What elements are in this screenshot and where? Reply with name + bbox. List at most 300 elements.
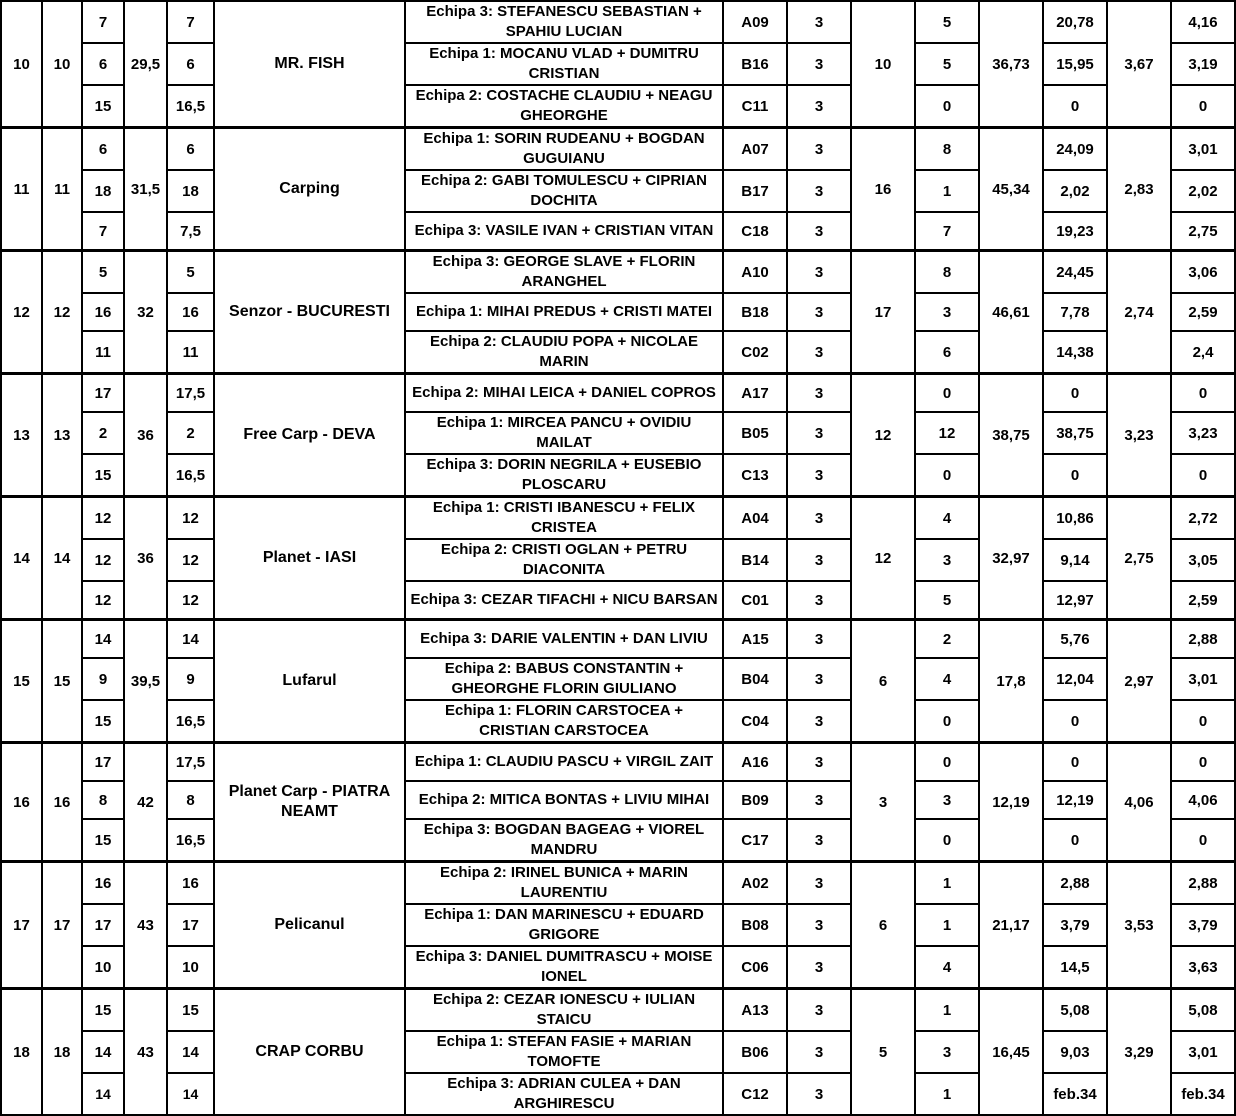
team-members: Echipa 1: MIHAI PREDUS + CRISTI MATEI: [405, 293, 723, 331]
team-fish-count: 12: [915, 412, 979, 454]
club-total-weight: 21,17: [979, 862, 1043, 989]
rounds: 3: [787, 43, 851, 85]
rounds: 3: [787, 862, 851, 905]
team-average-weight: 3,19: [1171, 43, 1235, 85]
club-name: Senzor - BUCURESTI: [214, 251, 405, 374]
final-place: 13: [1, 374, 42, 497]
table-row: [1, 85, 1235, 128]
team-points: 10: [167, 946, 214, 989]
team-weight: 0: [1043, 700, 1107, 743]
team-points: 16,5: [167, 819, 214, 862]
team-fish-count: 8: [915, 128, 979, 171]
club-average-weight: 3,29: [1107, 989, 1171, 1116]
rounds: 3: [787, 412, 851, 454]
team-points: 15: [167, 989, 214, 1032]
team-members: Echipa 2: CLAUDIU POPA + NICOLAE MARIN: [405, 331, 723, 374]
team-average-weight: 2,72: [1171, 497, 1235, 540]
club-average-weight: 3,67: [1107, 1, 1171, 128]
team-points: 16: [167, 293, 214, 331]
club-total-fish: 17: [851, 251, 915, 374]
team-weight: 24,09: [1043, 128, 1107, 171]
team-average-weight: 2,4: [1171, 331, 1235, 374]
club-name: Free Carp - DEVA: [214, 374, 405, 497]
team-members: Echipa 1: CRISTI IBANESCU + FELIX CRISTEA: [405, 497, 723, 540]
club-total-fish: 12: [851, 374, 915, 497]
table-row: [1, 700, 1235, 743]
table-row: [1, 946, 1235, 989]
team-fish-count: 5: [915, 1, 979, 43]
sector: C11: [723, 85, 787, 128]
club-total-weight: 36,73: [979, 1, 1043, 128]
rounds: 3: [787, 170, 851, 212]
final-place: 11: [1, 128, 42, 251]
team-points: 14: [167, 1031, 214, 1073]
team-fish-count: 4: [915, 658, 979, 700]
team-points: 6: [167, 128, 214, 171]
team-members: Echipa 2: MIHAI LEICA + DANIEL COPROS: [405, 374, 723, 413]
team-average-weight: 2,75: [1171, 212, 1235, 251]
team-weight: 14,5: [1043, 946, 1107, 989]
team-members: Echipa 1: DAN MARINESCU + EDUARD GRIGORE: [405, 904, 723, 946]
team-members: Echipa 3: BOGDAN BAGEAG + VIOREL MANDRU: [405, 819, 723, 862]
team-position: 8: [82, 781, 124, 819]
table-row: [1, 819, 1235, 862]
club-total-position: 31,5: [124, 128, 167, 251]
team-position: 15: [82, 85, 124, 128]
team-average-weight: 2,02: [1171, 170, 1235, 212]
team-weight: 12,97: [1043, 581, 1107, 620]
table-row: [1, 1031, 1235, 1073]
table-row: [1, 331, 1235, 374]
club-total-position: 29,5: [124, 1, 167, 128]
team-average-weight: 3,05: [1171, 539, 1235, 581]
sector: B06: [723, 1031, 787, 1073]
sector: A10: [723, 251, 787, 294]
table-row: [1, 170, 1235, 212]
team-position: 16: [82, 862, 124, 905]
team-position: 17: [82, 374, 124, 413]
rounds: 3: [787, 497, 851, 540]
club-total-position: 36: [124, 497, 167, 620]
sector: C01: [723, 581, 787, 620]
club-rank: 17: [42, 862, 82, 989]
rounds: 3: [787, 620, 851, 659]
team-average-weight: 0: [1171, 743, 1235, 782]
club-total-weight: 46,61: [979, 251, 1043, 374]
team-weight: 2,02: [1043, 170, 1107, 212]
sector: B08: [723, 904, 787, 946]
team-average-weight: 5,08: [1171, 989, 1235, 1032]
team-position: 16: [82, 293, 124, 331]
team-points: 17,5: [167, 374, 214, 413]
rounds: 3: [787, 251, 851, 294]
team-weight: 12,19: [1043, 781, 1107, 819]
team-members: Echipa 1: STEFAN FASIE + MARIAN TOMOFTE: [405, 1031, 723, 1073]
club-average-weight: 2,83: [1107, 128, 1171, 251]
team-points: 5: [167, 251, 214, 294]
team-position: 15: [82, 700, 124, 743]
team-average-weight: feb.34: [1171, 1073, 1235, 1115]
team-weight: 5,08: [1043, 989, 1107, 1032]
table-row: [1, 989, 1235, 1032]
sector: C04: [723, 700, 787, 743]
table-row: [1, 412, 1235, 454]
team-points: 18: [167, 170, 214, 212]
team-position: 18: [82, 170, 124, 212]
club-total-weight: 38,75: [979, 374, 1043, 497]
team-members: Echipa 3: STEFANESCU SEBASTIAN + SPAHIU LUCIAN: [405, 1, 723, 43]
team-weight: feb.34: [1043, 1073, 1107, 1115]
sector: B17: [723, 170, 787, 212]
team-position: 2: [82, 412, 124, 454]
team-position: 17: [82, 743, 124, 782]
team-weight: 0: [1043, 374, 1107, 413]
team-points: 7,5: [167, 212, 214, 251]
rounds: 3: [787, 1031, 851, 1073]
sector: B09: [723, 781, 787, 819]
table-row: [1, 539, 1235, 581]
rounds: 3: [787, 658, 851, 700]
rounds: 3: [787, 700, 851, 743]
team-points: 17,5: [167, 743, 214, 782]
team-weight: 38,75: [1043, 412, 1107, 454]
team-weight: 9,14: [1043, 539, 1107, 581]
team-members: Echipa 3: GEORGE SLAVE + FLORIN ARANGHEL: [405, 251, 723, 294]
team-members: Echipa 3: DARIE VALENTIN + DAN LIVIU: [405, 620, 723, 659]
team-average-weight: 3,01: [1171, 128, 1235, 171]
team-points: 16,5: [167, 700, 214, 743]
table-row: [1, 374, 1235, 413]
team-fish-count: 1: [915, 989, 979, 1032]
table-row: [1, 497, 1235, 540]
team-fish-count: 1: [915, 862, 979, 905]
club-rank: 13: [42, 374, 82, 497]
team-position: 11: [82, 331, 124, 374]
team-average-weight: 4,06: [1171, 781, 1235, 819]
sector: A02: [723, 862, 787, 905]
table-row: [1, 251, 1235, 294]
rounds: 3: [787, 1073, 851, 1115]
rounds: 3: [787, 819, 851, 862]
team-fish-count: 0: [915, 700, 979, 743]
sector: A13: [723, 989, 787, 1032]
team-members: Echipa 2: IRINEL BUNICA + MARIN LAURENTIU: [405, 862, 723, 905]
club-total-fish: 10: [851, 1, 915, 128]
team-points: 9: [167, 658, 214, 700]
table-row: [1, 1073, 1235, 1115]
team-weight: 0: [1043, 819, 1107, 862]
club-total-fish: 16: [851, 128, 915, 251]
team-members: Echipa 1: CLAUDIU PASCU + VIRGIL ZAIT: [405, 743, 723, 782]
sector: C06: [723, 946, 787, 989]
club-name: MR. FISH: [214, 1, 405, 128]
final-place: 18: [1, 989, 42, 1116]
team-weight: 3,79: [1043, 904, 1107, 946]
sector: B05: [723, 412, 787, 454]
sector: A07: [723, 128, 787, 171]
team-members: Echipa 2: COSTACHE CLAUDIU + NEAGU GHEORGHE: [405, 85, 723, 128]
team-average-weight: 0: [1171, 700, 1235, 743]
sector: C13: [723, 454, 787, 497]
team-members: Echipa 3: DANIEL DUMITRASCU + MOISE IONEL: [405, 946, 723, 989]
team-position: 15: [82, 819, 124, 862]
club-total-fish: 6: [851, 620, 915, 743]
team-members: Echipa 3: DORIN NEGRILA + EUSEBIO PLOSCARU: [405, 454, 723, 497]
table-row: [1, 581, 1235, 620]
club-total-weight: 32,97: [979, 497, 1043, 620]
rounds: 3: [787, 374, 851, 413]
team-fish-count: 3: [915, 293, 979, 331]
team-fish-count: 8: [915, 251, 979, 294]
sector: A04: [723, 497, 787, 540]
team-average-weight: 2,59: [1171, 581, 1235, 620]
team-fish-count: 0: [915, 85, 979, 128]
rounds: 3: [787, 128, 851, 171]
team-weight: 0: [1043, 85, 1107, 128]
team-points: 6: [167, 43, 214, 85]
club-name: CRAP CORBU: [214, 989, 405, 1116]
sector: B16: [723, 43, 787, 85]
table-row: [1, 43, 1235, 85]
club-total-weight: 17,8: [979, 620, 1043, 743]
table-row: [1, 128, 1235, 171]
team-position: 6: [82, 128, 124, 171]
table-row: [1, 781, 1235, 819]
team-weight: 19,23: [1043, 212, 1107, 251]
final-place: 15: [1, 620, 42, 743]
club-average-weight: 2,97: [1107, 620, 1171, 743]
team-points: 16: [167, 862, 214, 905]
sector: B14: [723, 539, 787, 581]
team-members: Echipa 2: CEZAR IONESCU + IULIAN STAICU: [405, 989, 723, 1032]
club-average-weight: 2,74: [1107, 251, 1171, 374]
team-points: 12: [167, 581, 214, 620]
table-row: [1, 743, 1235, 782]
club-total-weight: 12,19: [979, 743, 1043, 862]
team-fish-count: 3: [915, 539, 979, 581]
team-position: 10: [82, 946, 124, 989]
sector: B18: [723, 293, 787, 331]
team-points: 14: [167, 1073, 214, 1115]
team-weight: 0: [1043, 454, 1107, 497]
team-members: Echipa 2: BABUS CONSTANTIN + GHEORGHE FLORIN GIULIANO: [405, 658, 723, 700]
club-total-position: 32: [124, 251, 167, 374]
team-weight: 24,45: [1043, 251, 1107, 294]
team-average-weight: 2,88: [1171, 862, 1235, 905]
team-weight: 20,78: [1043, 1, 1107, 43]
final-place: 16: [1, 743, 42, 862]
team-position: 12: [82, 497, 124, 540]
club-name: Carping: [214, 128, 405, 251]
club-total-fish: 6: [851, 862, 915, 989]
club-average-weight: 2,75: [1107, 497, 1171, 620]
rounds: 3: [787, 1, 851, 43]
team-average-weight: 0: [1171, 819, 1235, 862]
team-points: 12: [167, 497, 214, 540]
team-fish-count: 3: [915, 781, 979, 819]
club-rank: 12: [42, 251, 82, 374]
team-position: 6: [82, 43, 124, 85]
team-average-weight: 3,63: [1171, 946, 1235, 989]
team-members: Echipa 2: CRISTI OGLAN + PETRU DIACONITA: [405, 539, 723, 581]
team-members: Echipa 1: FLORIN CARSTOCEA + CRISTIAN CARSTOCEA: [405, 700, 723, 743]
table-row: [1, 293, 1235, 331]
team-average-weight: 2,88: [1171, 620, 1235, 659]
team-position: 15: [82, 989, 124, 1032]
club-rank: 16: [42, 743, 82, 862]
team-members: Echipa 3: ADRIAN CULEA + DAN ARGHIRESCU: [405, 1073, 723, 1115]
team-fish-count: 7: [915, 212, 979, 251]
team-average-weight: 3,01: [1171, 1031, 1235, 1073]
rounds: 3: [787, 212, 851, 251]
team-points: 17: [167, 904, 214, 946]
team-position: 12: [82, 539, 124, 581]
team-fish-count: 0: [915, 374, 979, 413]
table-row: [1, 1, 1235, 43]
team-average-weight: 3,01: [1171, 658, 1235, 700]
club-name: Planet Carp - PIATRA NEAMT: [214, 743, 405, 862]
team-weight: 15,95: [1043, 43, 1107, 85]
team-points: 8: [167, 781, 214, 819]
club-name: Planet - IASI: [214, 497, 405, 620]
rounds: 3: [787, 85, 851, 128]
team-weight: 2,88: [1043, 862, 1107, 905]
rounds: 3: [787, 293, 851, 331]
club-total-position: 36: [124, 374, 167, 497]
club-average-weight: 3,23: [1107, 374, 1171, 497]
final-place: 14: [1, 497, 42, 620]
team-members: Echipa 1: MOCANU VLAD + DUMITRU CRISTIAN: [405, 43, 723, 85]
team-average-weight: 0: [1171, 85, 1235, 128]
final-place: 17: [1, 862, 42, 989]
team-points: 2: [167, 412, 214, 454]
club-total-position: 43: [124, 862, 167, 989]
team-points: 11: [167, 331, 214, 374]
rounds: 3: [787, 989, 851, 1032]
rounds: 3: [787, 581, 851, 620]
sector: C02: [723, 331, 787, 374]
team-position: 15: [82, 454, 124, 497]
table-row: [1, 658, 1235, 700]
team-fish-count: 5: [915, 581, 979, 620]
sector: B04: [723, 658, 787, 700]
team-members: Echipa 2: GABI TOMULESCU + CIPRIAN DOCHITA: [405, 170, 723, 212]
sector: A09: [723, 1, 787, 43]
club-total-position: 43: [124, 989, 167, 1116]
rounds: 3: [787, 904, 851, 946]
rounds: 3: [787, 539, 851, 581]
club-total-fish: 3: [851, 743, 915, 862]
team-fish-count: 4: [915, 497, 979, 540]
team-position: 14: [82, 1073, 124, 1115]
team-fish-count: 0: [915, 743, 979, 782]
team-position: 12: [82, 581, 124, 620]
final-place: 10: [1, 1, 42, 128]
team-fish-count: 0: [915, 819, 979, 862]
team-average-weight: 3,23: [1171, 412, 1235, 454]
team-weight: 9,03: [1043, 1031, 1107, 1073]
team-fish-count: 3: [915, 1031, 979, 1073]
team-position: 14: [82, 620, 124, 659]
team-average-weight: 3,79: [1171, 904, 1235, 946]
club-total-position: 42: [124, 743, 167, 862]
table-row: [1, 620, 1235, 659]
team-weight: 7,78: [1043, 293, 1107, 331]
team-weight: 0: [1043, 743, 1107, 782]
team-points: 14: [167, 620, 214, 659]
rounds: 3: [787, 743, 851, 782]
club-rank: 18: [42, 989, 82, 1116]
team-points: 16,5: [167, 85, 214, 128]
team-position: 7: [82, 1, 124, 43]
final-place: 12: [1, 251, 42, 374]
club-total-weight: 16,45: [979, 989, 1043, 1116]
team-members: Echipa 1: SORIN RUDEANU + BOGDAN GUGUIANU: [405, 128, 723, 171]
team-points: 7: [167, 1, 214, 43]
team-points: 16,5: [167, 454, 214, 497]
team-weight: 10,86: [1043, 497, 1107, 540]
team-position: 7: [82, 212, 124, 251]
club-total-fish: 12: [851, 497, 915, 620]
team-fish-count: 0: [915, 454, 979, 497]
team-weight: 5,76: [1043, 620, 1107, 659]
team-points: 12: [167, 539, 214, 581]
sector: A15: [723, 620, 787, 659]
team-average-weight: 2,59: [1171, 293, 1235, 331]
team-fish-count: 1: [915, 904, 979, 946]
club-average-weight: 4,06: [1107, 743, 1171, 862]
team-weight: 12,04: [1043, 658, 1107, 700]
team-position: 9: [82, 658, 124, 700]
club-total-position: 39,5: [124, 620, 167, 743]
team-average-weight: 3,06: [1171, 251, 1235, 294]
team-position: 17: [82, 904, 124, 946]
team-members: Echipa 2: MITICA BONTAS + LIVIU MIHAI: [405, 781, 723, 819]
club-total-fish: 5: [851, 989, 915, 1116]
club-rank: 15: [42, 620, 82, 743]
team-fish-count: 1: [915, 1073, 979, 1115]
team-average-weight: 0: [1171, 454, 1235, 497]
sector: C17: [723, 819, 787, 862]
club-rank: 14: [42, 497, 82, 620]
team-average-weight: 0: [1171, 374, 1235, 413]
team-fish-count: 4: [915, 946, 979, 989]
club-name: Lufarul: [214, 620, 405, 743]
club-average-weight: 3,53: [1107, 862, 1171, 989]
club-total-weight: 45,34: [979, 128, 1043, 251]
team-members: Echipa 1: MIRCEA PANCU + OVIDIU MAILAT: [405, 412, 723, 454]
team-average-weight: 4,16: [1171, 1, 1235, 43]
club-rank: 10: [42, 1, 82, 128]
team-fish-count: 6: [915, 331, 979, 374]
sector: A17: [723, 374, 787, 413]
rounds: 3: [787, 781, 851, 819]
team-fish-count: 2: [915, 620, 979, 659]
team-fish-count: 5: [915, 43, 979, 85]
team-fish-count: 1: [915, 170, 979, 212]
rounds: 3: [787, 331, 851, 374]
sector: C12: [723, 1073, 787, 1115]
team-weight: 14,38: [1043, 331, 1107, 374]
sector: A16: [723, 743, 787, 782]
club-rank: 11: [42, 128, 82, 251]
team-members: Echipa 3: VASILE IVAN + CRISTIAN VITAN: [405, 212, 723, 251]
team-position: 14: [82, 1031, 124, 1073]
table-row: [1, 862, 1235, 905]
table-row: [1, 904, 1235, 946]
table-row: [1, 212, 1235, 251]
team-members: Echipa 3: CEZAR TIFACHI + NICU BARSAN: [405, 581, 723, 620]
